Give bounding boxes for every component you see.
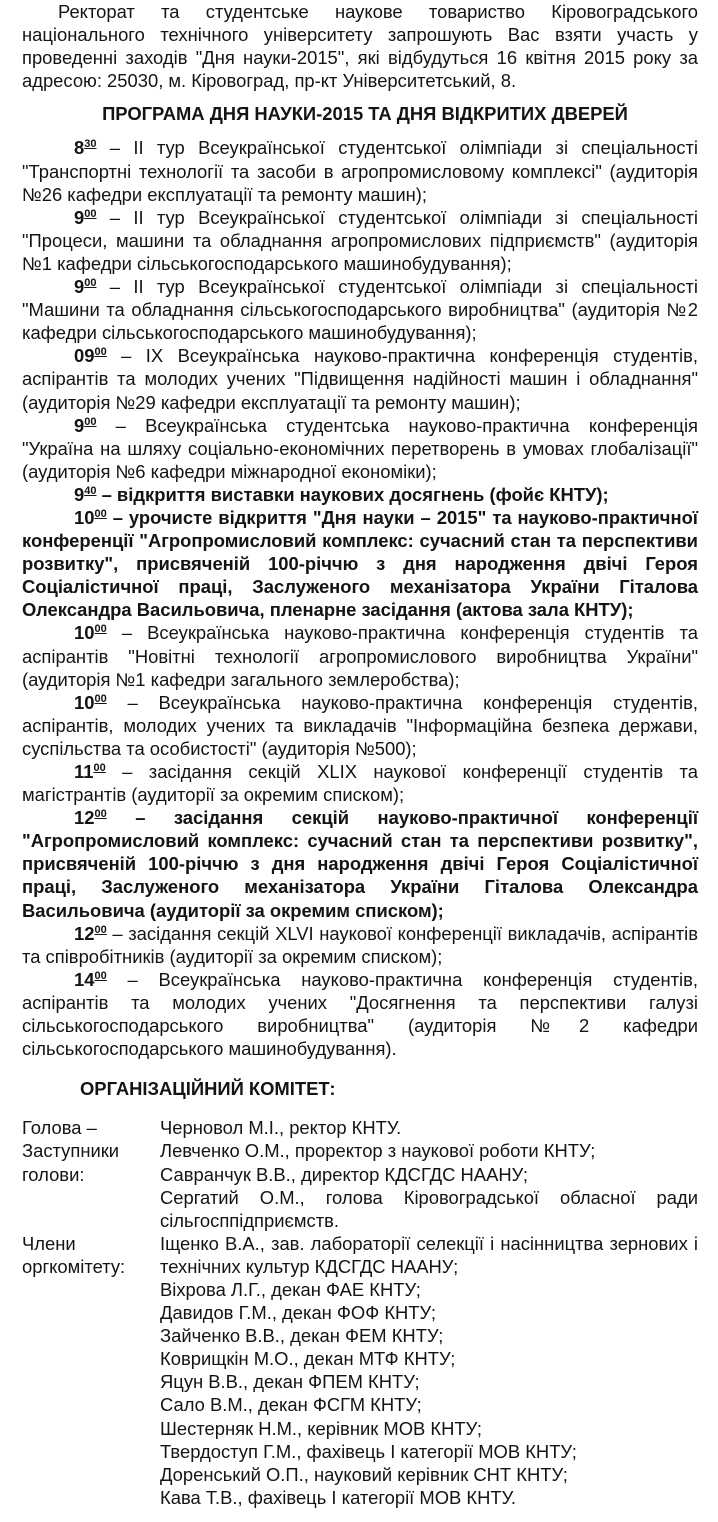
- committee-role: Голова –: [22, 1117, 97, 1139]
- program-item: [22, 136, 698, 205]
- program-text: – Всеукраїнська науково-практична конференція студентів, аспірантів, молодих учених та викладачів "Інформаційна безпека держави, суспільства та особистості" (аудиторія №500);: [22, 691, 698, 759]
- program-text: – відкриття виставки наукових досягнень (фойє КНТУ);: [96, 483, 609, 505]
- program-text: – Всеукраїнська науково-практична конференція студентів та аспірантів "Новітні технології агропромислового виробництва України" (аудиторія №1 кафедри загального землеробства);: [22, 622, 698, 690]
- program-list: [22, 136, 698, 1060]
- committee-row-head: [22, 1116, 698, 1139]
- intro-paragraph: Ректорат та студентське наукове товариство Кіровоградського національного технічного університету запрошують Вас взяти участь у проведенні заходів "Дня науки-2015", які відбудуться 16 квітня 2015 року за адресою: 25030, м. Кіровоград, пр-кт Університетський, 8.: [22, 1, 698, 92]
- program-time: $9^{00}$: [74, 206, 97, 228]
- program-text: – Всеукраїнська студентська науково-практична конференція "Україна на шляху соціально-економічних перетворень в умовах глобалізації" (аудиторія №6 кафедри міжнародної економіки);: [22, 414, 698, 482]
- program-text: – урочисте відкриття "Дня науки – 2015" та науково-практичної конференції "Агропромисловий комплекс: сучасний стан та перспективи розвитку", присвяченій 100-річчю з дня народження двічі Героя Соціалістичної праці, Заслуженого механізатора України Гіталова Олександра Васильовича, пленарне засідання (актова зала КНТУ);: [22, 506, 698, 621]
- program-time: $9^{00}$: [74, 276, 97, 298]
- program-time: $14^{00}$: [74, 968, 107, 990]
- program-text: – ІІ тур Всеукраїнської студентської олімпіади зі спеціальності "Машини та обладнання сільськогосподарського виробництва" (аудиторія №2 кафедри сільськогосподарського машинобудування);: [22, 276, 698, 344]
- program-text: – засідання секцій XLIX наукової конференції студентів та магістрантів (аудиторії за окремим списком);: [22, 761, 698, 806]
- program-item: [22, 414, 698, 483]
- program-time: $9^{00}$: [74, 414, 97, 436]
- committee-member: Черновол М.І., ректор КНТУ.: [160, 1117, 402, 1139]
- program-item: [22, 968, 698, 1060]
- program-item: [22, 275, 698, 344]
- program-item: [22, 506, 698, 621]
- program-text: – ІХ Всеукраїнська науково-практична конференція студентів, аспірантів та молодих учених "Підвищення надійності машин і обладнання" (аудиторія №29 кафедри експлуатації та ремонту машин);: [22, 345, 698, 413]
- committee-member: Сергатий О.М., голова Кіровоградської обласної ради сільгосппідприємств.: [160, 1186, 698, 1231]
- committee-row-members: [22, 1232, 698, 1509]
- program-item: [22, 206, 698, 275]
- program-text: – ІІ тур Всеукраїнської студентської олімпіади зі спеціальності "Процеси, машини та обладнання агропромислових підприємств" (аудиторія №1 кафедри сільськогосподарського машинобудування);: [22, 206, 698, 274]
- program-text: – засідання секцій XLVI наукової конференції викладачів, аспірантів та співробітників (аудиторії за окремим списком);: [22, 922, 698, 967]
- committee-title: ОРГАНІЗАЦІЙНИЙ КОМІТЕТ:: [80, 1078, 336, 1100]
- program-time: $9^{40}$: [74, 483, 97, 505]
- program-item: [22, 806, 698, 921]
- committee-member: Твердоступ Г.М., фахівець І категорії МОВ КНТУ;: [160, 1440, 577, 1462]
- program-item: [22, 483, 698, 506]
- document-page: [22, 0, 698, 1509]
- program-time: $12^{00}$: [74, 807, 107, 829]
- program-time: $09^{00}$: [74, 345, 107, 367]
- committee-row-deputies: [22, 1139, 698, 1231]
- program-item: [22, 760, 698, 806]
- program-time: $10^{00}$: [74, 506, 107, 528]
- committee-member: Шестерняк Н.М., керівник МОВ КНТУ;: [160, 1417, 483, 1439]
- program-title: ПРОГРАМА ДНЯ НАУКИ-2015 ТА ДНЯ ВІДКРИТИХ ДВЕРЕЙ: [102, 103, 628, 125]
- program-text: – засідання секцій науково-практичної конференції "Агропромисловий комплекс: сучасний стан та перспективи розвитку", присвяченій 100-річчю з дня народження двічі Героя Соціалістичної праці, Заслуженого механізатора України Гіталова Олександра Васильовича (аудиторії за окремим списком);: [22, 807, 698, 921]
- program-time: $11^{00}$: [74, 761, 106, 782]
- committee-member: Яцун В.В., декан ФПЕМ КНТУ;: [160, 1371, 420, 1393]
- program-time: $8^{30}$: [74, 137, 97, 159]
- committee-role: Члени оргкомітету:: [22, 1232, 126, 1277]
- committee-role: Заступники голови:: [22, 1140, 120, 1185]
- committee-member: Віхрова Л.Г., декан ФАЕ КНТУ;: [160, 1278, 421, 1300]
- program-time: $10^{00}$: [74, 691, 107, 713]
- program-item: [22, 691, 698, 760]
- committee-member: Левченко О.М., проректор з наукової роботи КНТУ;: [160, 1140, 596, 1162]
- program-time: $10^{00}$: [74, 622, 107, 644]
- program-time: $12^{00}$: [74, 922, 107, 944]
- committee-member: Давидов Г.М., декан ФОФ КНТУ;: [160, 1302, 436, 1324]
- committee-member: Коврищкін М.О., декан МТФ КНТУ;: [160, 1348, 456, 1370]
- committee-member: Кава Т.В., фахівець І категорії МОВ КНТУ.: [160, 1486, 516, 1508]
- committee-member: Іщенко В.А., зав. лабораторії селекції і насінництва зернових і технічних культур КДСГДС НААНУ;: [160, 1232, 698, 1277]
- committee-member: Сало В.М., декан ФСГМ КНТУ;: [160, 1394, 422, 1416]
- committee-member: Доренський О.П., науковий керівник СНТ КНТУ;: [160, 1463, 568, 1485]
- program-text: – Всеукраїнська науково-практична конференція студентів, аспірантів та молодих учених "Досягнення та перспективи галузі сільськогосподарського виробництва" (аудиторія №2 кафедри сільськогосподарського машинобудування).: [22, 968, 698, 1060]
- program-item: [22, 344, 698, 413]
- program-item: [22, 922, 698, 968]
- committee-table: [22, 1116, 698, 1509]
- program-text: – ІІ тур Всеукраїнської студентської олімпіади зі спеціальності "Транспортні технології та засоби в агропромисловому комплексі" (аудиторія №26 кафедри експлуатації та ремонту машин);: [22, 137, 698, 205]
- committee-member: Савранчук В.В., директор КДСГДС НААНУ;: [160, 1163, 529, 1185]
- program-item: [22, 621, 698, 690]
- committee-member: Зайченко В.В., декан ФЕМ КНТУ;: [160, 1325, 444, 1347]
